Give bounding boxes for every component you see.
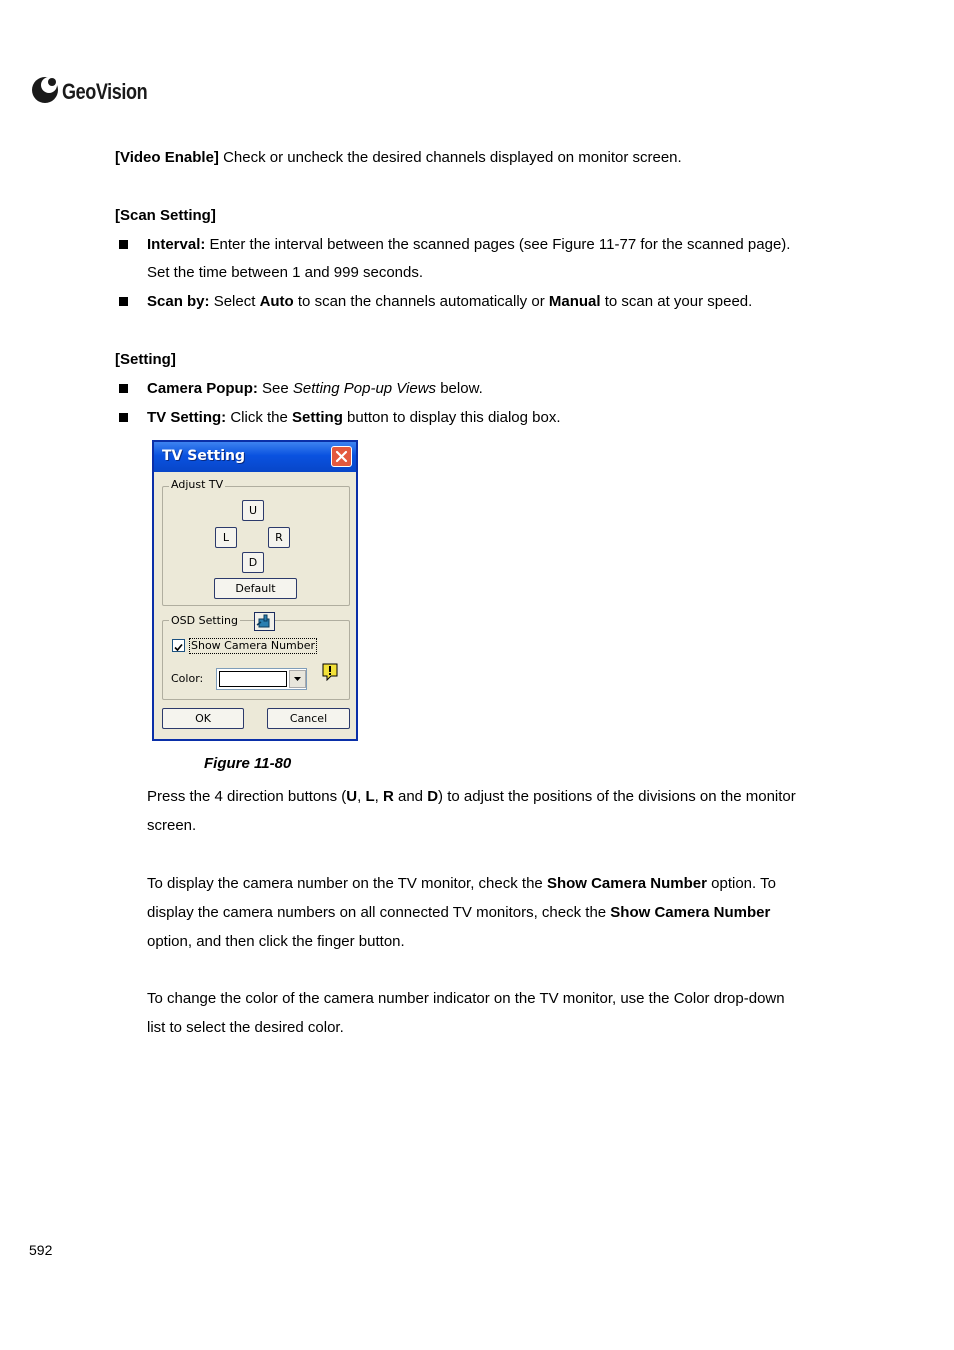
interval-item	[147, 236, 790, 254]
display-text: To display the camera number on the TV monitor, check the	[147, 875, 547, 892]
adjust-tv-label: Adjust TV	[171, 478, 224, 491]
scan-by-text: Select	[209, 293, 260, 310]
interval-text-line2: Set the time between 1 and 999 seconds.	[147, 264, 424, 281]
default-button[interactable]: Default	[214, 578, 297, 599]
tv-setting-item	[147, 409, 561, 427]
direction-r: R	[382, 788, 394, 805]
display-paragraph-line2	[147, 904, 770, 922]
display-bold: Show Camera Number	[610, 904, 771, 921]
display-text: option. To	[706, 875, 776, 892]
logo-text: GeoVision	[62, 79, 148, 104]
tv-setting-text: Click the	[226, 409, 293, 426]
tv-setting-dialog	[152, 440, 358, 741]
ok-button[interactable]: OK	[162, 708, 244, 729]
color-dropdown[interactable]	[216, 668, 307, 690]
dialog-title-bar[interactable]	[154, 442, 356, 472]
geovision-logo-mark	[30, 72, 64, 106]
scan-by-manual: Manual	[548, 293, 601, 310]
scan-by-text: to scan the channels automatically or	[293, 293, 549, 310]
down-button[interactable]: D	[242, 552, 264, 573]
finger-button[interactable]	[254, 612, 275, 631]
camera-popup-text: below.	[436, 380, 483, 397]
check-icon	[173, 642, 184, 653]
scan-by-text: to scan at your speed.	[600, 293, 753, 310]
direction-u: U	[346, 788, 358, 805]
tv-setting-label: TV Setting:	[147, 409, 227, 426]
show-camera-number-label[interactable]: Show Camera Number	[191, 639, 316, 652]
direction-paragraph	[147, 788, 796, 806]
scan-setting-heading-text: [Scan Setting]	[115, 207, 216, 224]
color-swatch	[219, 671, 287, 687]
close-button[interactable]	[331, 446, 352, 467]
direction-l: L	[365, 788, 375, 805]
color-paragraph-line2: list to select the desired color.	[147, 1019, 344, 1036]
up-button[interactable]: U	[242, 500, 264, 521]
page-number: 592	[29, 1242, 53, 1258]
cancel-button[interactable]: Cancel	[267, 708, 350, 729]
camera-popup-text: See	[257, 380, 293, 397]
bullet-icon	[119, 384, 128, 393]
finger-icon	[255, 613, 274, 630]
chevron-down-icon	[290, 671, 305, 687]
show-camera-number-checkbox[interactable]	[172, 639, 185, 652]
warning-icon	[322, 663, 338, 681]
bullet-icon	[119, 240, 128, 249]
display-paragraph	[147, 875, 776, 893]
interval-label: Interval:	[147, 236, 206, 253]
setting-heading-text: [Setting]	[115, 351, 176, 368]
tv-setting-bold: Setting	[292, 409, 343, 426]
dropdown-arrow-button[interactable]	[289, 670, 306, 688]
tv-setting-text: button to display this dialog box.	[342, 409, 561, 426]
scan-by-auto: Auto	[259, 293, 294, 310]
interval-text: Enter the interval between the scanned pages (see Figure 11-77 for the scanned page).	[205, 236, 791, 253]
osd-setting-label: OSD Setting	[171, 614, 238, 627]
direction-text: Press the 4 direction buttons (	[147, 788, 347, 805]
scan-setting-heading	[115, 207, 216, 225]
camera-popup-link: Setting Pop-up Views	[292, 380, 437, 397]
bullet-icon	[119, 413, 128, 422]
left-button[interactable]: L	[215, 527, 237, 548]
camera-popup-label: Camera Popup:	[147, 380, 258, 397]
scan-by-label: Scan by:	[147, 293, 210, 310]
scan-by-item	[147, 293, 752, 311]
geovision-logo	[30, 72, 170, 108]
color-paragraph: To change the color of the camera number indicator on the TV monitor, use the Color drop-down	[147, 990, 785, 1007]
close-icon	[332, 447, 351, 466]
figure-caption: Figure 11-80	[204, 755, 292, 772]
video-enable-label: [Video Enable]	[115, 149, 219, 166]
camera-popup-item	[147, 380, 483, 398]
direction-text: ,	[374, 788, 383, 805]
direction-d: D	[427, 788, 439, 805]
display-paragraph-line3: option, and then click the finger button.	[147, 933, 405, 950]
direction-text: ,	[357, 788, 366, 805]
video-enable-paragraph	[115, 149, 682, 167]
bullet-icon	[119, 297, 128, 306]
setting-heading	[115, 351, 176, 369]
display-text: display the camera numbers on all connected TV monitors, check the	[147, 904, 611, 921]
right-button[interactable]: R	[268, 527, 290, 548]
display-bold: Show Camera Number	[546, 875, 707, 892]
dialog-title: TV Setting	[162, 448, 246, 464]
direction-paragraph-line2: screen.	[147, 817, 197, 834]
direction-text: and	[393, 788, 428, 805]
video-enable-text: Check or uncheck the desired channels displayed on monitor screen.	[218, 149, 682, 166]
color-label: Color:	[171, 672, 204, 685]
direction-text: ) to adjust the positions of the divisions on the monitor	[438, 788, 796, 805]
